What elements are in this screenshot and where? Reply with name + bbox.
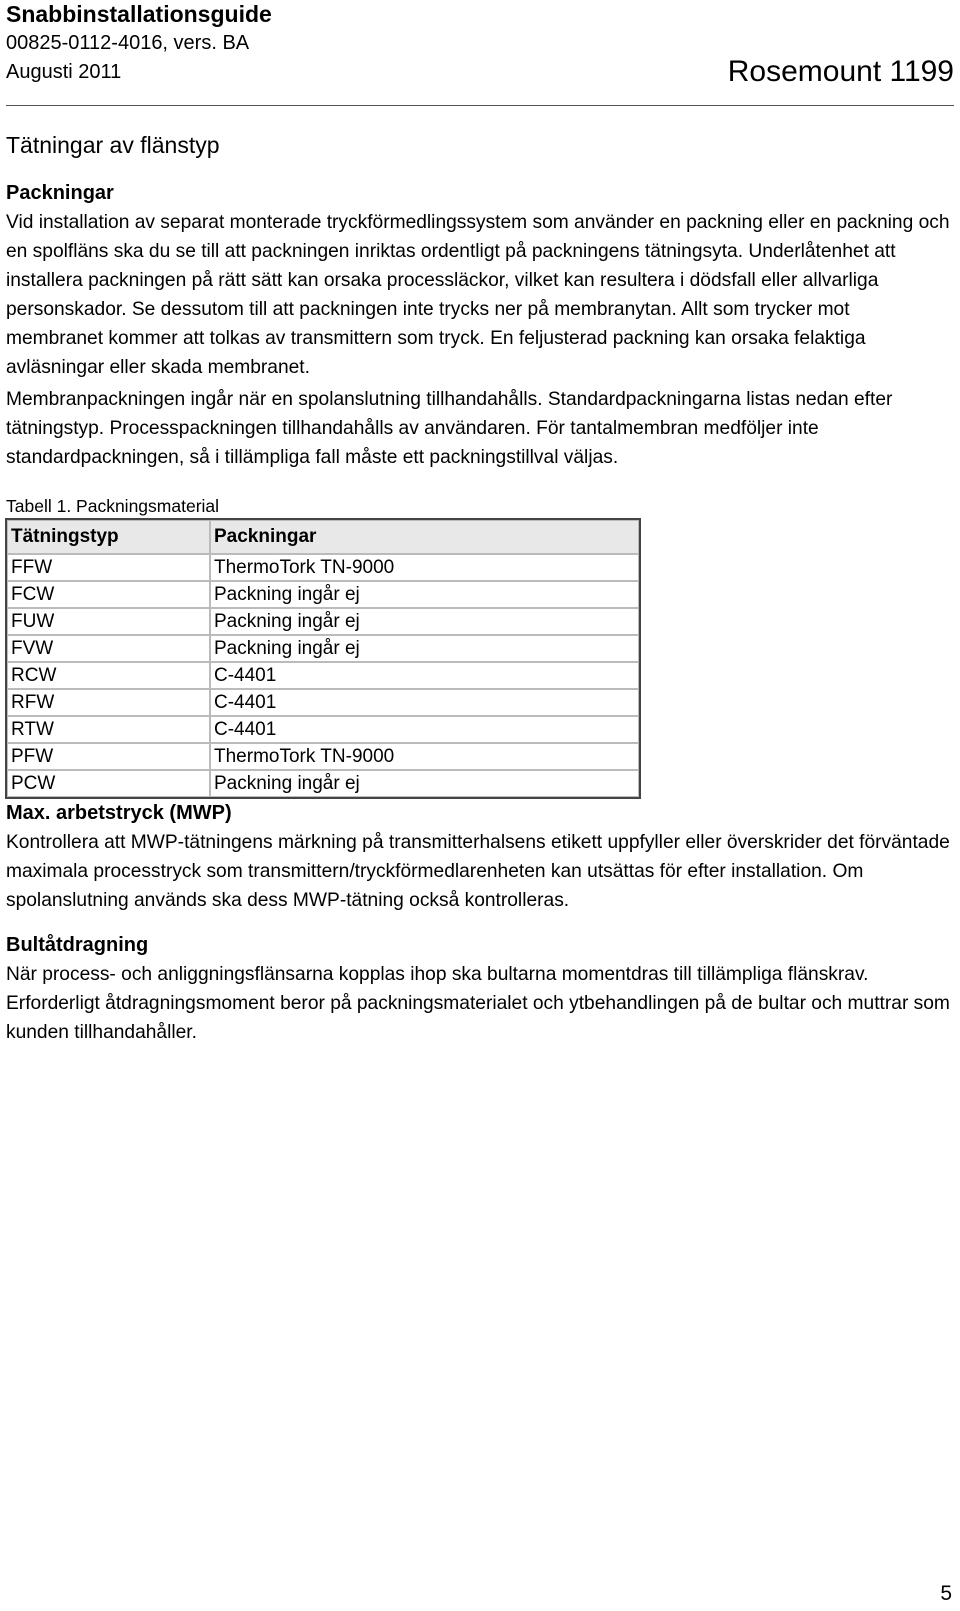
- table-row: [7, 770, 639, 797]
- guide-title: Snabbinstallationsguide: [6, 1, 272, 27]
- gasket-cell: Packning ingår ej: [210, 608, 639, 635]
- document-date: Augusti 2011: [6, 61, 122, 83]
- seal-type-cell: PFW: [7, 743, 210, 770]
- gasket-cell: C-4401: [210, 716, 639, 743]
- gasket-material-table: [6, 519, 640, 798]
- table-row: [7, 608, 639, 635]
- seal-type-cell: PCW: [7, 770, 210, 797]
- mwp-paragraph: Kontrollera att MWP-tätningens märkning på transmitterhalsens etikett uppfyller eller överskrider det förväntade maximala processtryck som transmittern/tryckförmedlarenheten kan utsättas för efter installation. Om spolanslutning används ska dess MWP-tätning också kontrolleras.: [6, 832, 950, 911]
- table-row: [7, 716, 639, 743]
- gaskets-heading: Packningar: [6, 182, 114, 204]
- gasket-cell: Packning ingår ej: [210, 581, 639, 608]
- product-name: Rosemount 1199: [727, 55, 954, 88]
- seal-type-cell: FVW: [7, 635, 210, 662]
- gasket-cell: ThermoTork TN-9000: [210, 554, 639, 581]
- bolt-torque-paragraph: När process- och anliggningsflänsarna kopplas ihop ska bultarna momentdras till tillämpliga flänskrav. Erforderligt åtdragningsmoment beror på packningsmaterialet och ytbehandlingen på de bultar och muttrar som kunden tillhandahåller.: [6, 964, 950, 1043]
- table-caption: Tabell 1. Packningsmaterial: [6, 496, 220, 516]
- gaskets-paragraph-2: Membranpackningen ingår när en spolanslutning tillhandahålls. Standardpackningarna listas nedan efter tätningstyp. Processpackningen tillhandahålls av användaren. För tantalmembran medföljer inte standardpackningen, så i tillämpliga fall måste ett packningstillval väljas.: [6, 389, 893, 468]
- page-content: [6, 125, 951, 1047]
- table-row: [7, 662, 639, 689]
- table-header-row: [7, 520, 639, 554]
- seal-type-cell: FUW: [7, 608, 210, 635]
- seal-type-cell: FFW: [7, 554, 210, 581]
- table-row: [7, 554, 639, 581]
- seal-type-cell: RCW: [7, 662, 210, 689]
- column-header-gaskets: Packningar: [210, 520, 639, 554]
- table-row: [7, 689, 639, 716]
- table-row: [7, 635, 639, 662]
- gasket-cell: Packning ingår ej: [210, 770, 639, 797]
- gasket-cell: C-4401: [210, 662, 639, 689]
- mwp-heading: Max. arbetstryck (MWP): [6, 802, 232, 824]
- gasket-cell: C-4401: [210, 689, 639, 716]
- section-title: Tätningar av flänstyp: [6, 132, 220, 158]
- seal-type-cell: RTW: [7, 716, 210, 743]
- seal-type-cell: RFW: [7, 689, 210, 716]
- gasket-cell: Packning ingår ej: [210, 635, 639, 662]
- gaskets-paragraph-1: Vid installation av separat monterade tryckförmedlingssystem som använder en packning eller en packning och en spolfläns ska du se till att packningen inriktas ordentligt på packningens tätningsyta. Underlåtenhet att installera packningen på rätt sätt kan orsaka processläckor, vilket kan resultera i dödsfall eller allvarliga personskador. Se dessutom till att packningen inte trycks ner på membranytan. Allt som trycker mot membranet kommer att tolkas av transmittern som tryck. En feljusterad packning kan orsaka felaktiga avläsningar eller skada membranet.: [6, 212, 950, 378]
- header-divider: [6, 105, 954, 106]
- document-number: 00825-0112-4016, vers. BA: [6, 32, 250, 54]
- seal-type-cell: FCW: [7, 581, 210, 608]
- table-row: [7, 581, 639, 608]
- page-header: [6, 0, 954, 106]
- table-row: [7, 743, 639, 770]
- column-header-seal-type: Tätningstyp: [7, 520, 210, 554]
- page-number: 5: [940, 1582, 952, 1605]
- bolt-torque-heading: Bultåtdragning: [6, 934, 149, 956]
- gasket-cell: ThermoTork TN-9000: [210, 743, 639, 770]
